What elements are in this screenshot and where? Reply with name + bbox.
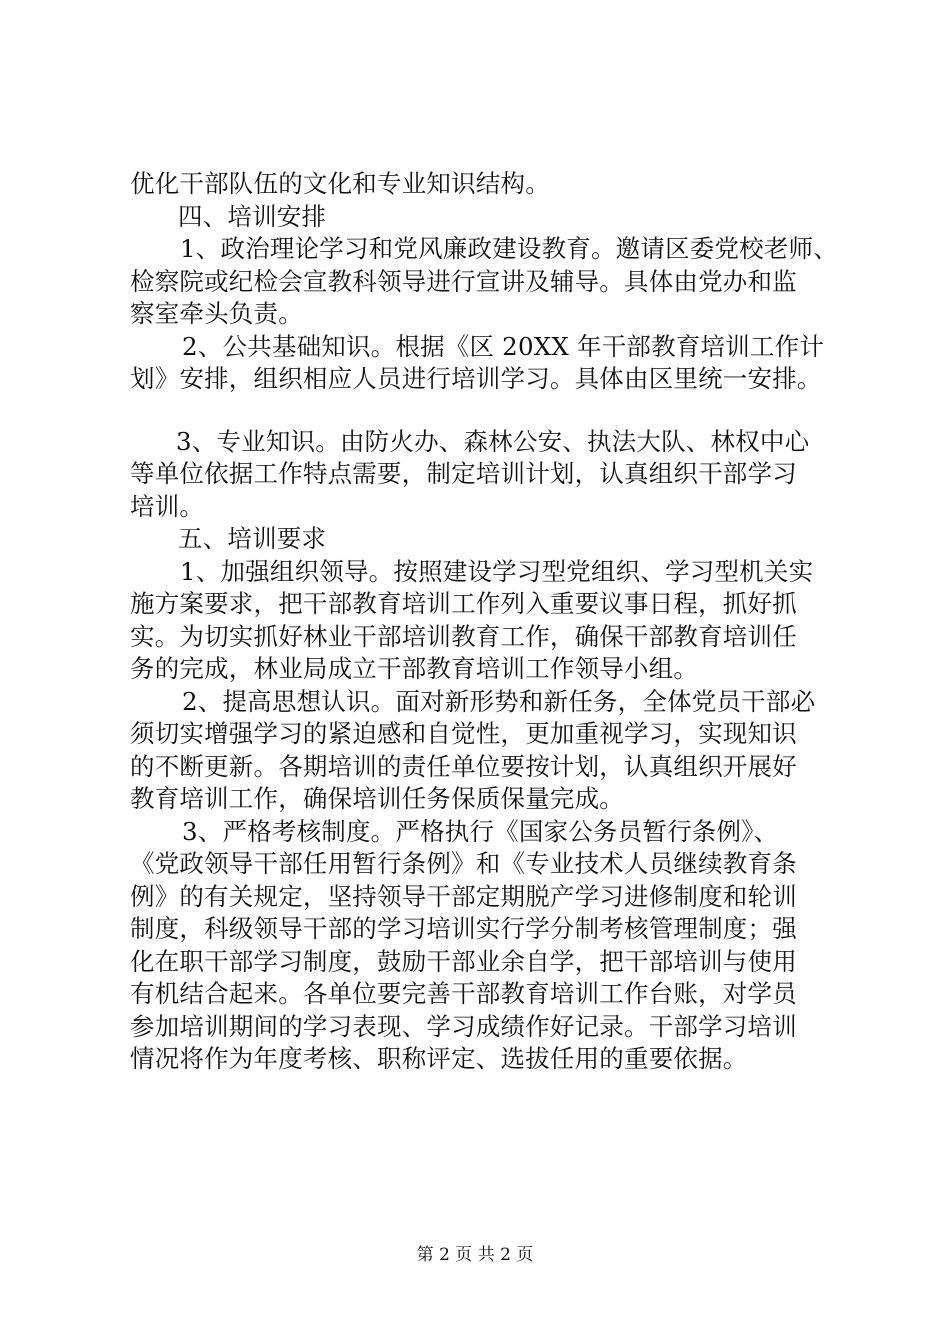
paragraph-line: 等单位依据工作特点需要，制定培训计划，认真组织干部学习	[130, 459, 797, 488]
paragraph-line: 优化干部队伍的文化和专业知识结构。	[130, 169, 550, 198]
paragraph-line: 务的完成，林业局成立干部教育培训工作领导小组。	[130, 654, 699, 683]
paragraph-line: 《党政领导干部任用暂行条例》和《专业技术人员继续教育条	[130, 849, 797, 878]
paragraph-line: 制度，科级领导干部的学习培训实行学分制考核管理制度；强	[130, 914, 797, 943]
paragraph-line: 情况将作为年度考核、职称评定、选拔任用的重要依据。	[130, 1044, 748, 1073]
section-heading-requirements: 五、培训要求	[178, 524, 327, 553]
section-heading-arrangement: 四、培训安排	[178, 201, 327, 231]
paragraph-line: 检察院或纪检会宣教科领导进行宣讲及辅导。具体由党办和监	[130, 266, 797, 296]
paragraph-line: 划》安排，组织相应人员进行培训学习。具体由区里统一安排。	[130, 364, 822, 393]
paragraph-line: 的不断更新。各期培训的责任单位要按计划，认真组织开展好	[130, 751, 797, 781]
paragraph-line: 2、公共基础知识。根据《区 20XX 年干部教育培训工作计	[182, 331, 825, 361]
paragraph-line: 实。为切实抓好林业干部培训教育工作，确保干部教育培训任	[130, 621, 797, 651]
paragraph-line: 2、提高思想认识。面对新形势和新任务，全体党员干部必	[182, 686, 816, 716]
paragraph-line: 施方案要求，把干部教育培训工作列入重要议事日程，抓好抓	[130, 589, 797, 618]
paragraph-line: 参加培训期间的学习表现、学习成绩作好记录。干部学习培训	[130, 1011, 797, 1041]
document-body	[130, 168, 840, 1076]
paragraph-gap	[130, 396, 840, 426]
paragraph-line: 例》的有关规定，坚持领导干部定期脱产学习进修制度和轮训	[130, 881, 797, 911]
paragraph-line: 培训。	[130, 491, 205, 521]
paragraph-line: 须切实增强学习的紧迫感和自觉性，更加重视学习，实现知识	[130, 719, 797, 748]
page-number-footer: 第 2 页 共 2 页	[416, 1245, 534, 1265]
paragraph-line: 有机结合起来。各单位要完善干部教育培训工作台账，对学员	[130, 979, 797, 1008]
paragraph-line: 1、政治理论学习和党风廉政建设教育。邀请区委党校老师、	[180, 234, 838, 263]
paragraph-line: 3、专业知识。由防火办、森林公安、执法大队、林权中心	[176, 426, 810, 456]
paragraph-line: 教育培训工作，确保培训任务保质保量完成。	[130, 784, 624, 813]
paragraph-line: 3、严格考核制度。严格执行《国家公务员暂行条例》、	[182, 816, 779, 846]
paragraph-line: 察室牵头负责。	[130, 299, 303, 328]
paragraph-line: 1、加强组织领导。按照建设学习型党组织、学习型机关实	[180, 556, 814, 586]
paragraph-line: 化在职干部学习制度，鼓励干部业余自学，把干部培训与使用	[130, 946, 797, 976]
